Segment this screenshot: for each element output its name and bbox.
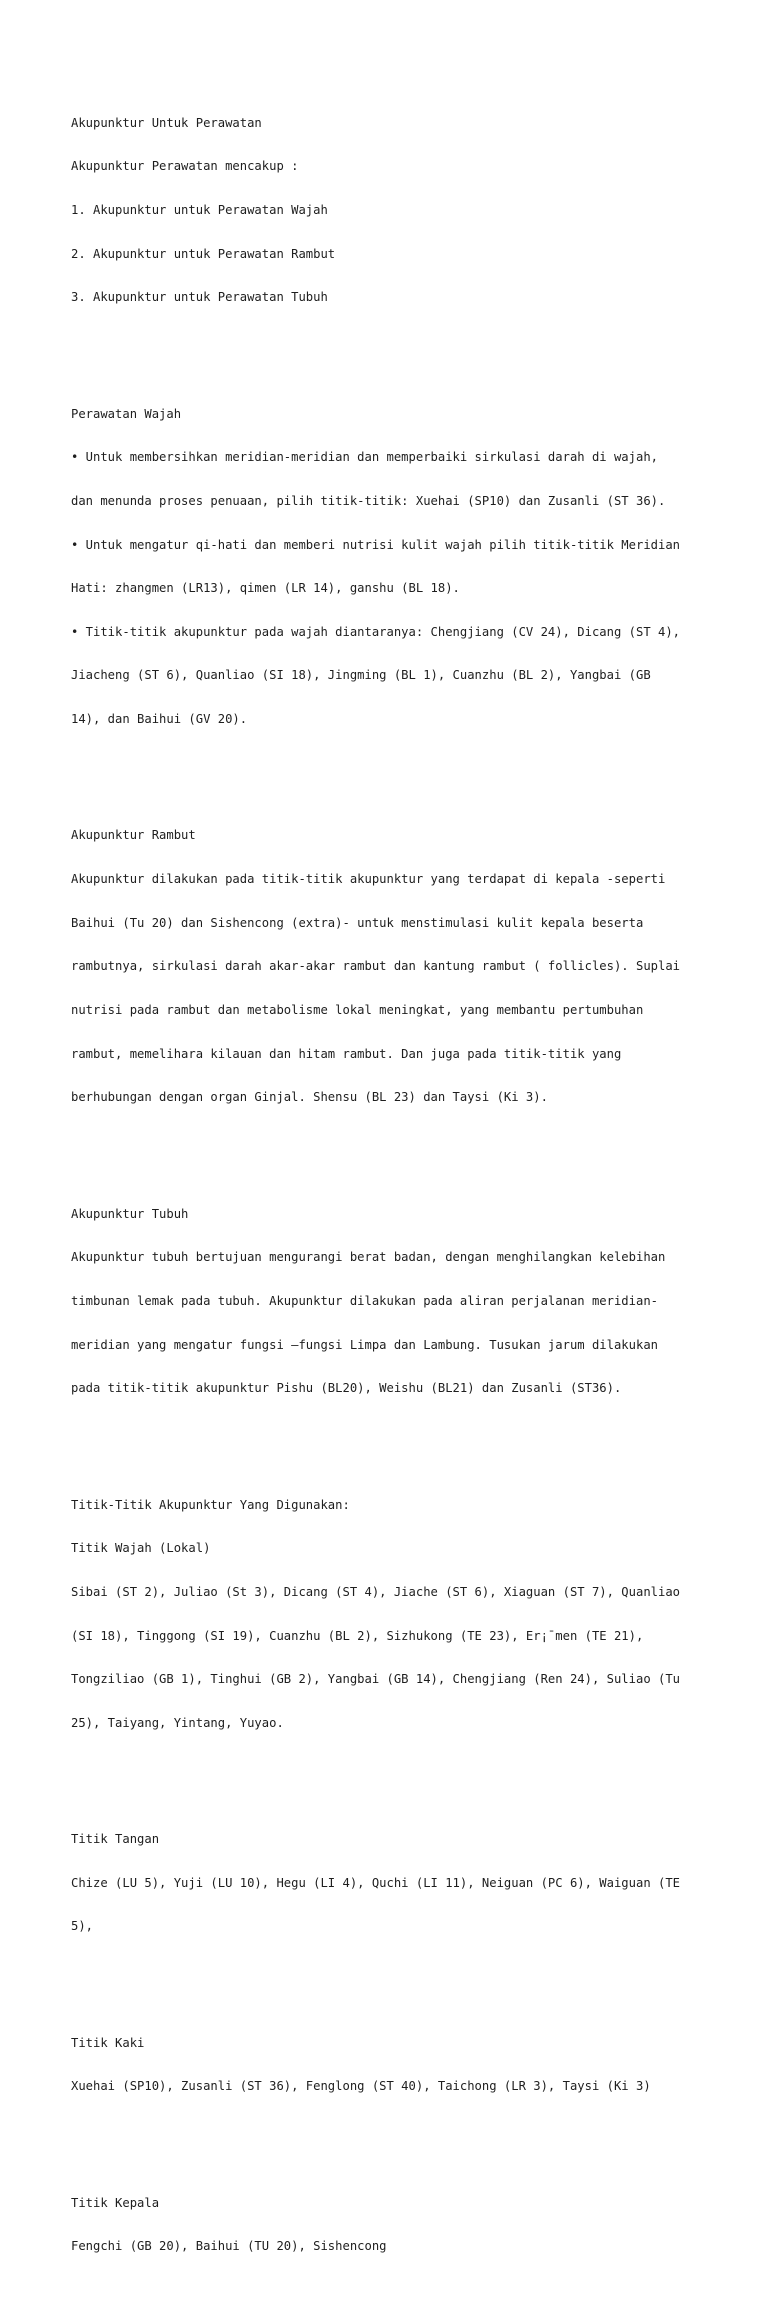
paragraph-gap (71, 1148, 761, 1163)
subsection-heading-tangan: Titik Tangan (71, 1832, 160, 1847)
paragraph-gap (71, 1978, 761, 1993)
paragraph-line: Akupunktur dilakukan pada titik-titik akupunktur yang terdapat di kepala -seperti (71, 872, 666, 887)
paragraph-line: meridian yang mengatur fungsi –fungsi Limpa dan Lambung. Tusukan jarum dilakukan (71, 1337, 658, 1352)
paragraph-line: pada titik-titik akupunktur Pishu (BL20), Weishu (BL21) dan Zusanli (ST36). (71, 1381, 622, 1396)
paragraph-line: • Untuk membersihkan meridian-meridian dan memperbaiki sirkulasi darah di wajah, (71, 450, 658, 465)
section-heading-titik: Titik-Titik Akupunktur Yang Digunakan: (71, 1497, 350, 1512)
paragraph-line: Sibai (ST 2), Juliao (St 3), Dicang (ST 4), Jiache (ST 6), Xiaguan (ST 7), Quanliao (71, 1584, 681, 1599)
paragraph-gap (71, 770, 761, 785)
section-heading-wajah: Perawatan Wajah (71, 406, 182, 421)
subsection-heading-kepala: Titik Kepala (71, 2195, 160, 2210)
paragraph-line: 25), Taiyang, Yintang, Yuyao. (71, 1715, 284, 1730)
paragraph-line: 5), (71, 1919, 94, 1934)
document-title: Akupunktur Untuk Perawatan (71, 115, 262, 130)
subsection-heading-wajah: Titik Wajah (Lokal) (71, 1541, 211, 1556)
paragraph-line: • Untuk mengatur qi-hati dan memberi nutrisi kulit wajah pilih titik-titik Meridian (71, 537, 681, 552)
paragraph-line: Fengchi (GB 20), Baihui (TU 20), Sishencong (71, 2239, 387, 2254)
paragraph-line: Baihui (Tu 20) dan Sishencong (extra)- untuk menstimulasi kulit kepala beserta (71, 915, 644, 930)
section-heading-rambut: Akupunktur Rambut (71, 828, 196, 843)
paragraph-line: Jiacheng (ST 6), Quanliao (SI 18), Jingming (BL 1), Cuanzhu (BL 2), Yangbai (GB (71, 668, 651, 683)
paragraph-line: (SI 18), Tinggong (SI 19), Cuanzhu (BL 2), Sizhukong (TE 23), Er¡¯men (TE 21), (71, 1628, 644, 1643)
intro-subtitle: Akupunktur Perawatan mencakup : (71, 159, 299, 174)
paragraph-line: dan menunda proses penuaan, pilih titik-titik: Xuehai (SP10) dan Zusanli (ST 36). (71, 493, 666, 508)
paragraph-line: Akupunktur tubuh bertujuan mengurangi berat badan, dengan menghilangkan kelebihan (71, 1250, 666, 1265)
paragraph-line: Hati: zhangmen (LR13), qimen (LR 14), ganshu (BL 18). (71, 581, 460, 596)
paragraph-line: Chize (LU 5), Yuji (LU 10), Hegu (LI 4), Quchi (LI 11), Neiguan (PC 6), Waiguan (TE (71, 1875, 681, 1890)
paragraph-gap (71, 2138, 761, 2153)
paragraph-gap (71, 1774, 761, 1789)
list-item: 2. Akupunktur untuk Perawatan Rambut (71, 246, 336, 261)
paragraph-line: rambut, memelihara kilauan dan hitam rambut. Dan juga pada titik-titik yang (71, 1046, 622, 1061)
list-item: 1. Akupunktur untuk Perawatan Wajah (71, 202, 328, 217)
subsection-heading-kaki: Titik Kaki (71, 2035, 145, 2050)
paragraph-gap (71, 1439, 761, 1454)
list-item: 3. Akupunktur untuk Perawatan Tubuh (71, 290, 328, 305)
paragraph-line: • Titik-titik akupunktur pada wajah diantaranya: Chengjiang (CV 24), Dicang (ST 4), (71, 624, 681, 639)
paragraph-line: nutrisi pada rambut dan metabolisme lokal meningkat, yang membantu pertumbuhan (71, 1003, 644, 1017)
paragraph-line: Xuehai (SP10), Zusanli (ST 36), Fenglong (ST 40), Taichong (LR 3), Taysi (Ki 3) (71, 2079, 651, 2094)
paragraph-line: Tongziliao (GB 1), Tinghui (GB 2), Yangbai (GB 14), Chengjiang (Ren 24), Suliao (Tu (71, 1672, 681, 1687)
paragraph-line: rambutnya, sirkulasi darah akar-akar rambut dan kantung rambut ( follicles). Suplai (71, 959, 681, 974)
paragraph-line: berhubungan dengan organ Ginjal. Shensu (BL 23) dan Taysi (Ki 3). (71, 1090, 548, 1105)
paragraph-line: timbunan lemak pada tubuh. Akupunktur dilakukan pada aliran perjalanan meridian- (71, 1293, 658, 1308)
paragraph-line: 14), dan Baihui (GV 20). (71, 712, 248, 727)
section-heading-tubuh: Akupunktur Tubuh (71, 1206, 189, 1221)
paragraph-gap (71, 348, 761, 363)
document-body (71, 72, 761, 2298)
